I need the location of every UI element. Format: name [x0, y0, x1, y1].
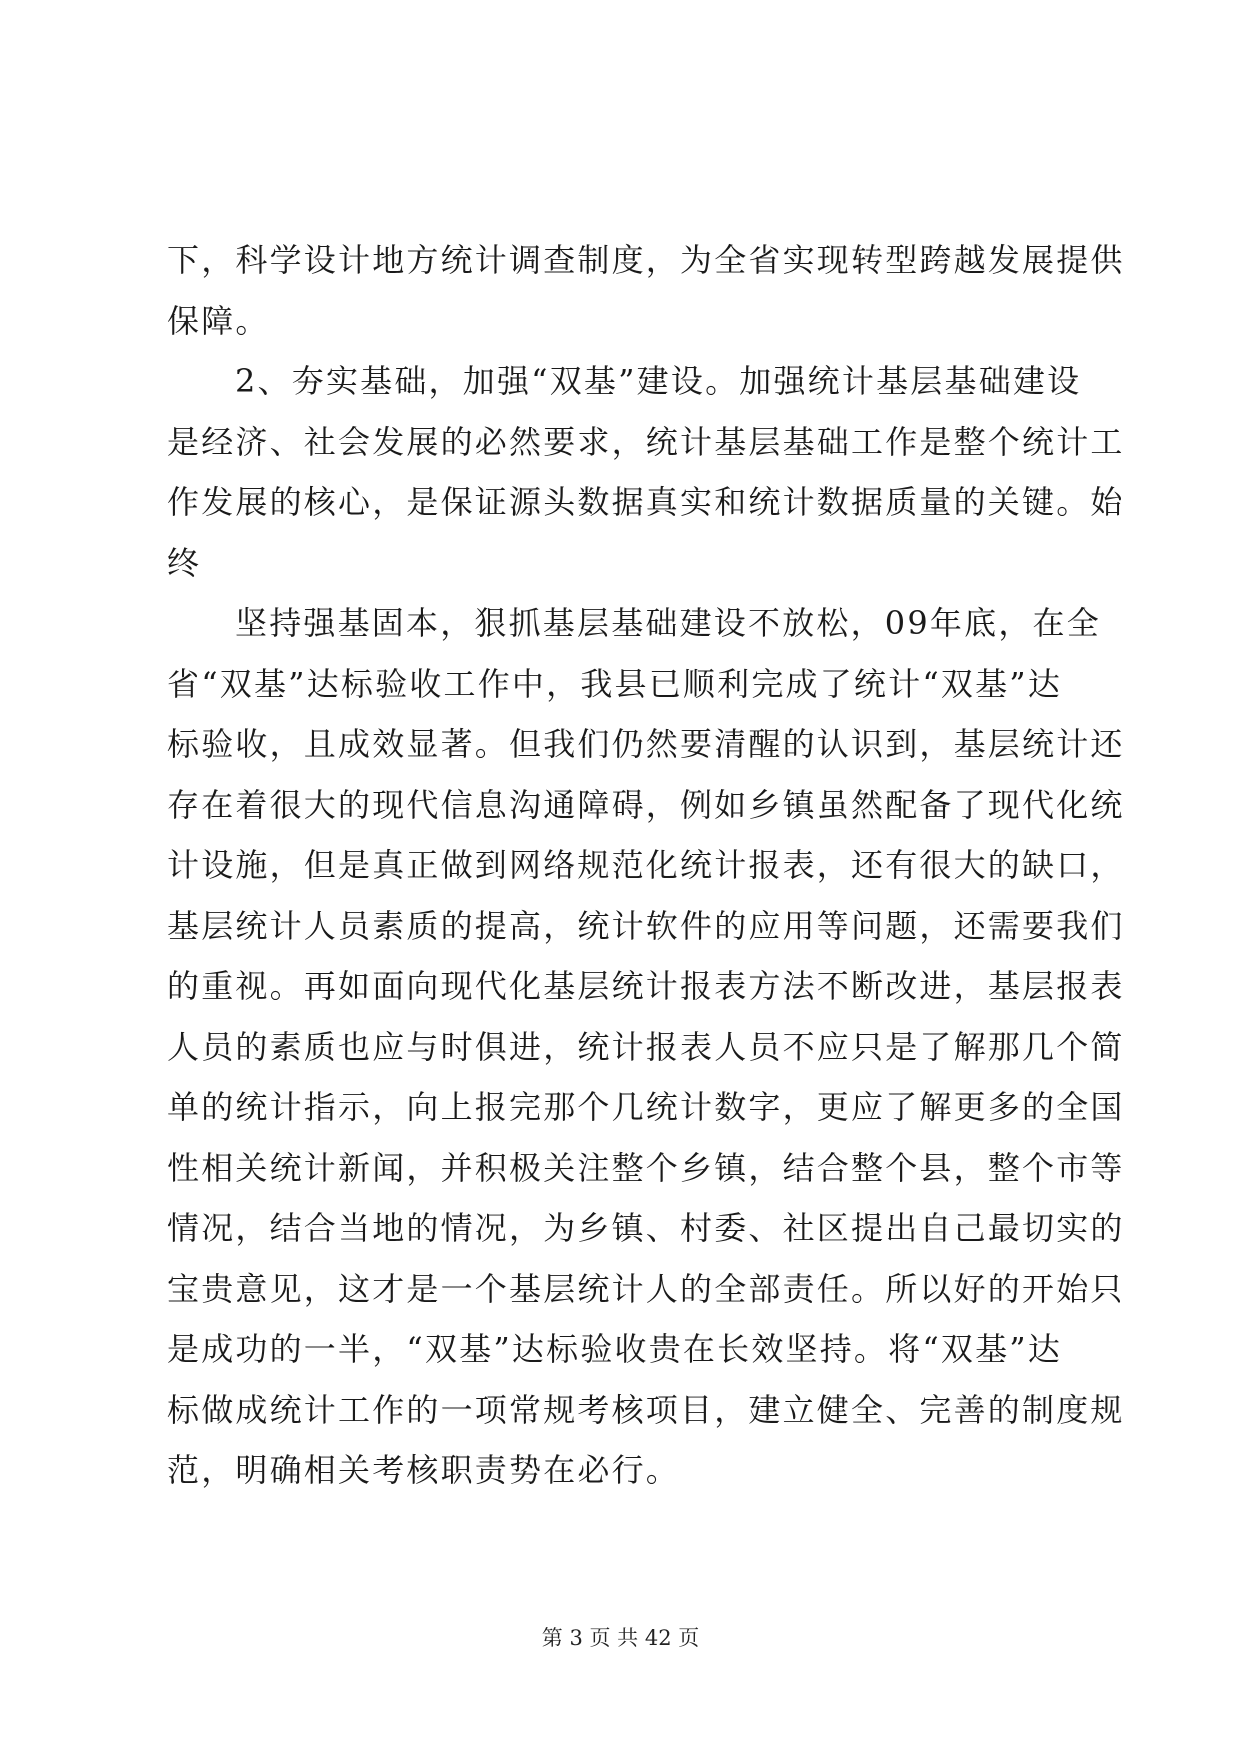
text-line: 2、夯实基础，加强“双基”建设。加强统计基层基础建设 — [235, 362, 1082, 400]
text-line: 作发展的核心，是保证源头数据真实和统计数据质量的关键。始 — [167, 483, 1125, 521]
text-line: 人员的素质也应与时俱进，统计报表人员不应只是了解那几个简 — [167, 1027, 1125, 1066]
text-line: 标做成统计工作的一项常规考核项目，建立健全、完善的制度规 — [167, 1390, 1125, 1429]
text-line: 省“双基”达标验收工作中，我县已顺利完成了统计“双基”达 — [167, 664, 1063, 703]
text-line: 是成功的一半，“双基”达标验收贵在长效坚持。将“双基”达 — [167, 1330, 1063, 1368]
text-line: 标验收，且成效显著。但我们仍然要清醒的认识到，基层统计还 — [167, 725, 1125, 763]
text-line: 性相关统计新闻，并积极关注整个乡镇，结合整个县，整个市等 — [167, 1148, 1125, 1187]
text-line: 计设施，但是真正做到网络规范化统计报表，还有很大的缺口， — [167, 846, 1125, 884]
text-line: 存在着很大的现代信息沟通障碍，例如乡镇虽然配备了现代化统 — [167, 785, 1125, 824]
text-line: 保障。 — [167, 301, 270, 340]
text-line: 宝贵意见，这才是一个基层统计人的全部责任。所以好的开始只 — [167, 1269, 1125, 1308]
text-line: 基层统计人员素质的提高，统计软件的应用等问题，还需要我们 — [167, 906, 1125, 945]
text-line: 是经济、社会发展的必然要求，统计基层基础工作是整个统计工 — [167, 422, 1125, 461]
text-line: 情况，结合当地的情况，为乡镇、村委、社区提出自己最切实的 — [167, 1209, 1125, 1247]
text-line: 的重视。再如面向现代化基层统计报表方法不断改进，基层报表 — [167, 967, 1125, 1005]
text-line: 坚持强基固本，狠抓基层基础建设不放松，09年底，在全 — [235, 604, 1101, 642]
text-line: 下，科学设计地方统计调查制度，为全省实现转型跨越发展提供 — [167, 241, 1125, 279]
page-number-footer: 第 3 页 共 42 页 — [541, 1626, 700, 1650]
text-line: 单的统计指示，向上报完那个几统计数字，更应了解更多的全国 — [167, 1088, 1125, 1126]
document-body — [167, 230, 1125, 1501]
text-line: 范，明确相关考核职责势在必行。 — [167, 1451, 681, 1489]
text-line: 终 — [167, 543, 202, 582]
